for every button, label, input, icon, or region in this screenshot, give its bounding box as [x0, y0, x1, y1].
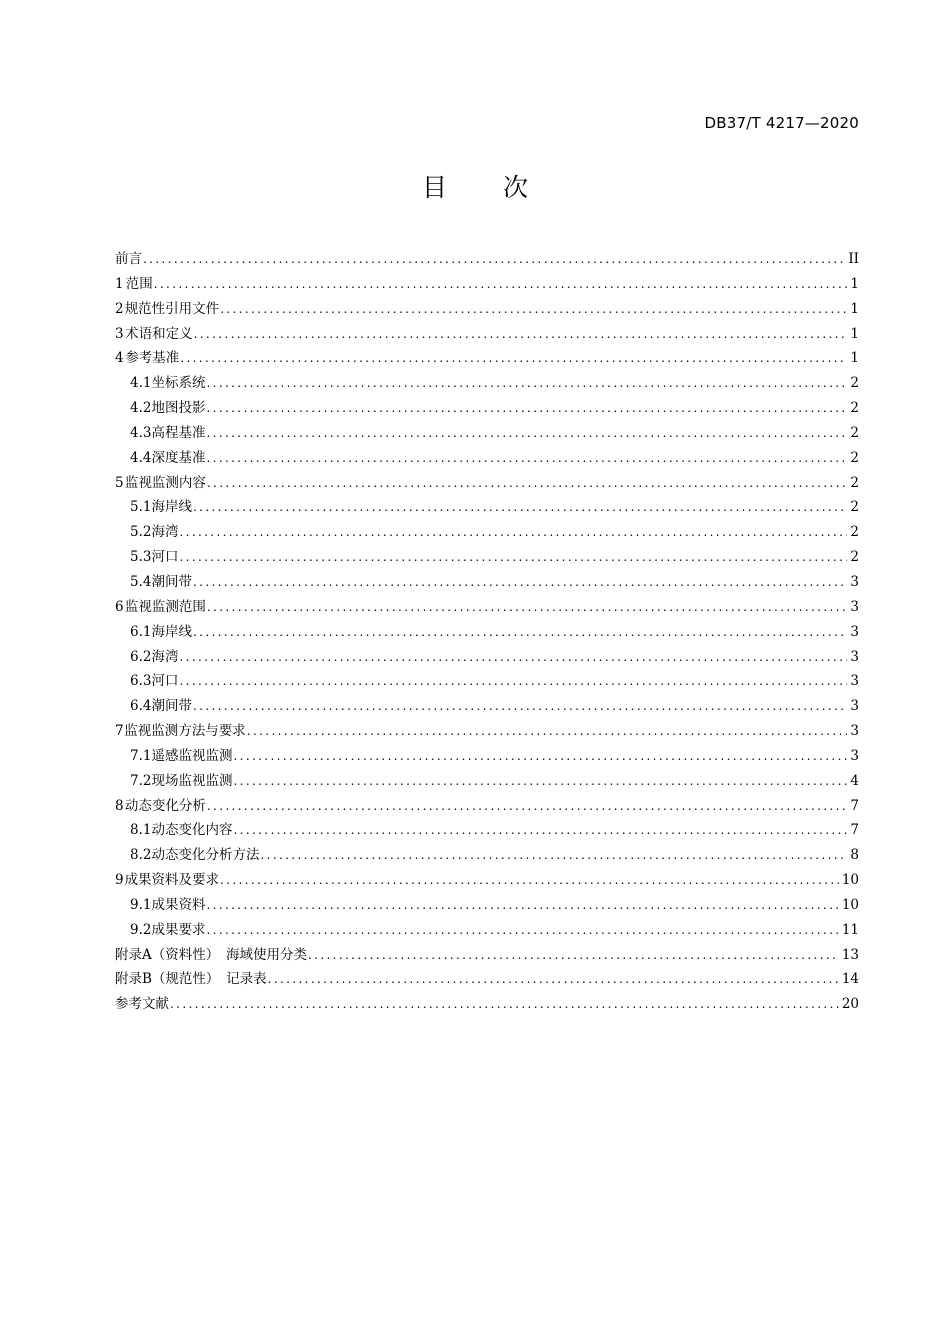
toc-entry-page: 3 — [850, 673, 859, 690]
toc-entry-page: 8 — [850, 847, 859, 864]
toc-leader-dots — [193, 694, 847, 719]
toc-entry-label: 范围 — [125, 275, 153, 292]
toc-entry-label: 成果资料 — [151, 896, 206, 913]
toc-entry-number: 2 — [115, 300, 124, 317]
toc-entry-label: 海岸线 — [151, 499, 192, 516]
toc-entry-page: 7 — [850, 822, 859, 839]
toc-entry-label: 河口 — [151, 673, 179, 690]
toc-entry-number: 6 — [115, 598, 124, 615]
toc-entry-label: 监视监测范围 — [124, 598, 206, 615]
toc-entry-page: 2 — [850, 375, 859, 392]
toc-entry-page: 14 — [841, 971, 859, 988]
toc-entry-number: 7.2 — [130, 772, 152, 789]
toc-entry[interactable] — [115, 247, 859, 272]
toc-entry[interactable] — [115, 967, 859, 992]
toc-leader-dots — [179, 545, 847, 570]
toc-entry-number: 5.4 — [130, 573, 152, 590]
toc-entry[interactable] — [115, 744, 859, 769]
toc-entry[interactable] — [115, 918, 859, 943]
toc-entry-page: 2 — [850, 524, 859, 541]
toc-leader-dots — [179, 669, 847, 694]
toc-entry[interactable] — [115, 446, 859, 471]
toc-entry[interactable] — [115, 471, 859, 496]
toc-entry-page: 11 — [841, 921, 859, 938]
toc-entry-page: 3 — [850, 698, 859, 715]
toc-entry-label: 地图投影 — [151, 400, 206, 417]
toc-entry-number: 8 — [115, 797, 124, 814]
toc-leader-dots — [170, 992, 839, 1017]
toc-entry[interactable] — [115, 669, 859, 694]
toc-entry-label: 海湾 — [151, 524, 179, 541]
toc-entry-label: 动态变化分析方法 — [151, 847, 260, 864]
toc-entry-number: 5.2 — [130, 524, 152, 541]
toc-entry-page: 10 — [841, 896, 859, 913]
toc-leader-dots — [268, 967, 839, 992]
toc-entry-page: 3 — [850, 723, 859, 740]
toc-entry[interactable] — [115, 943, 859, 968]
toc-entry-number: 8.1 — [130, 822, 152, 839]
toc-entry[interactable] — [115, 719, 859, 744]
toc-entry-page: 10 — [841, 872, 859, 889]
toc-entry-label: 参考基准 — [125, 350, 180, 367]
toc-entry-number: 8.2 — [130, 847, 152, 864]
toc-entry[interactable] — [115, 396, 859, 421]
toc-entry-label: 动态变化分析 — [124, 797, 206, 814]
toc-entry-number: 4 — [115, 350, 124, 367]
toc-entry-number: 1 — [115, 275, 124, 292]
toc-entry-page: 1 — [850, 300, 859, 317]
toc-entry-label: 海岸线 — [151, 623, 192, 640]
toc-leader-dots — [206, 446, 847, 471]
toc-leader-dots — [233, 769, 847, 794]
toc-entry[interactable] — [115, 421, 859, 446]
toc-entry-page: 1 — [850, 325, 859, 342]
table-of-contents — [115, 247, 859, 1017]
toc-entry[interactable] — [115, 322, 859, 347]
toc-leader-dots — [260, 843, 847, 868]
toc-leader-dots — [207, 595, 848, 620]
toc-entry-label: 潮间带 — [151, 698, 192, 715]
toc-entry[interactable] — [115, 297, 859, 322]
toc-entry-number: 9.2 — [130, 921, 152, 938]
toc-leader-dots — [233, 818, 847, 843]
toc-entry-label: 海湾 — [151, 648, 179, 665]
toc-entry-number: 4.3 — [130, 424, 152, 441]
toc-entry-number: 6.2 — [130, 648, 152, 665]
toc-leader-dots — [206, 421, 847, 446]
toc-entry[interactable] — [115, 794, 859, 819]
toc-entry-number: 7.1 — [130, 747, 152, 764]
toc-entry-label: 术语和定义 — [125, 325, 193, 342]
toc-entry-label: 附录A（资料性） 海域使用分类 — [115, 946, 307, 963]
toc-leader-dots — [220, 297, 847, 322]
toc-entry-number: 9.1 — [130, 896, 152, 913]
toc-leader-dots — [194, 322, 848, 347]
toc-entry-page: 2 — [850, 449, 859, 466]
toc-leader-dots — [193, 495, 847, 520]
toc-entry-page: 3 — [850, 648, 859, 665]
toc-entry-label: 规范性引用文件 — [124, 300, 220, 317]
toc-leader-dots — [206, 918, 838, 943]
toc-entry-label: 深度基准 — [151, 449, 206, 466]
toc-entry-page: 3 — [850, 573, 859, 590]
toc-entry[interactable] — [115, 893, 859, 918]
toc-entry[interactable] — [115, 495, 859, 520]
toc-leader-dots — [143, 247, 845, 272]
toc-leader-dots — [179, 520, 847, 545]
toc-entry-page: 7 — [850, 797, 859, 814]
toc-entry-page: 2 — [850, 474, 859, 491]
toc-entry-page: 2 — [850, 549, 859, 566]
toc-leader-dots — [207, 794, 848, 819]
toc-entry-label: 潮间带 — [151, 573, 192, 590]
toc-entry-page: 3 — [850, 747, 859, 764]
toc-entry-label: 动态变化内容 — [151, 822, 233, 839]
toc-entry[interactable] — [115, 595, 859, 620]
toc-entry[interactable] — [115, 645, 859, 670]
toc-entry[interactable] — [115, 520, 859, 545]
toc-entry[interactable] — [115, 346, 859, 371]
document-code: DB37/T 4217—2020 — [704, 114, 859, 132]
toc-entry[interactable] — [115, 769, 859, 794]
toc-entry-label: 遥感监视监测 — [151, 747, 233, 764]
toc-leader-dots — [233, 744, 847, 769]
toc-entry-page: 20 — [841, 996, 859, 1013]
toc-entry-label: 现场监视监测 — [151, 772, 233, 789]
toc-entry[interactable] — [115, 818, 859, 843]
toc-entry-label: 前言 — [115, 251, 142, 267]
toc-entry-label: 高程基准 — [151, 424, 206, 441]
toc-entry[interactable] — [115, 272, 859, 297]
toc-entry-label: 参考文献 — [115, 996, 169, 1013]
toc-entry-label: 成果要求 — [151, 921, 206, 938]
toc-entry[interactable] — [115, 570, 859, 595]
toc-entry-label: 附录B（规范性） 记录表 — [115, 971, 267, 988]
toc-entry-page: II — [848, 251, 859, 267]
toc-leader-dots — [206, 371, 847, 396]
toc-leader-dots — [207, 471, 848, 496]
toc-entry-number: 6.3 — [130, 673, 152, 690]
toc-entry[interactable] — [115, 620, 859, 645]
toc-entry-page: 2 — [850, 400, 859, 417]
toc-entry-number: 4.4 — [130, 449, 152, 466]
toc-entry-number: 4.2 — [130, 400, 152, 417]
toc-entry-page: 13 — [841, 946, 859, 963]
toc-entry-number: 4.1 — [130, 375, 152, 392]
toc-leader-dots — [193, 620, 847, 645]
toc-entry-number: 6.1 — [130, 623, 152, 640]
toc-entry-number: 5.1 — [130, 499, 152, 516]
toc-entry-number: 6.4 — [130, 698, 152, 715]
toc-entry-page: 4 — [850, 772, 859, 789]
toc-entry-number: 5 — [115, 474, 124, 491]
toc-entry-page: 2 — [850, 499, 859, 516]
toc-leader-dots — [206, 396, 847, 421]
toc-entry-label: 坐标系统 — [151, 375, 206, 392]
toc-entry-page: 1 — [850, 350, 859, 367]
toc-entry-page: 3 — [850, 598, 859, 615]
toc-leader-dots — [206, 893, 838, 918]
toc-entry[interactable] — [115, 868, 859, 893]
toc-title: 目 次 — [422, 173, 552, 202]
toc-entry-number: 5.3 — [130, 549, 152, 566]
toc-entry[interactable] — [115, 694, 859, 719]
toc-entry-label: 河口 — [151, 549, 179, 566]
toc-entry[interactable] — [115, 992, 859, 1017]
toc-entry-label: 监视监测方法与要求 — [124, 723, 246, 740]
toc-entry-page: 3 — [850, 623, 859, 640]
toc-leader-dots — [220, 868, 839, 893]
toc-leader-dots — [308, 943, 839, 968]
toc-entry[interactable] — [115, 545, 859, 570]
toc-entry-number: 3 — [115, 325, 124, 342]
toc-leader-dots — [154, 272, 848, 297]
toc-entry-page: 1 — [850, 275, 859, 292]
toc-entry-page: 2 — [850, 424, 859, 441]
toc-entry-label: 监视监测内容 — [124, 474, 206, 491]
toc-entry-label: 成果资料及要求 — [124, 872, 220, 889]
toc-leader-dots — [179, 645, 847, 670]
toc-entry[interactable] — [115, 843, 859, 868]
toc-leader-dots — [193, 570, 847, 595]
toc-entry-number: 7 — [115, 723, 124, 740]
toc-entry[interactable] — [115, 371, 859, 396]
toc-entry-number: 9 — [115, 872, 124, 889]
toc-leader-dots — [247, 719, 848, 744]
toc-leader-dots — [180, 346, 847, 371]
